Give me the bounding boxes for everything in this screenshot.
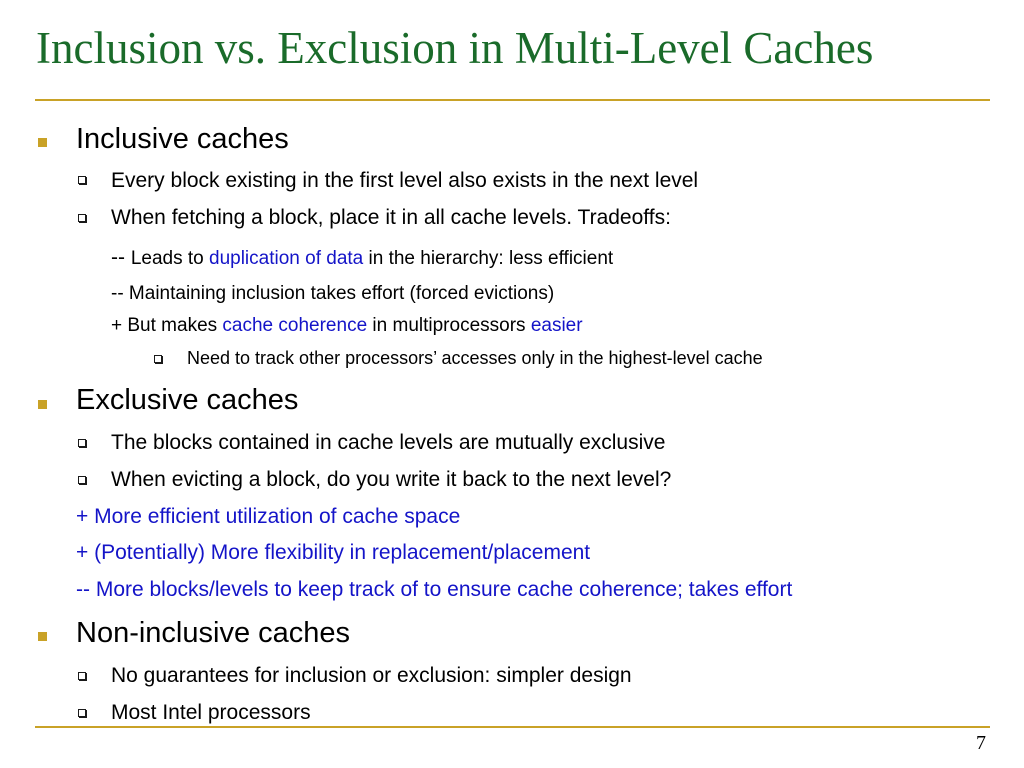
tradeoff-highlight: cache coherence (222, 315, 368, 336)
checkbox-bullet-icon (78, 476, 86, 484)
checkbox-bullet-icon (78, 709, 86, 717)
tradeoff-text: in multiprocessors (367, 315, 531, 336)
tradeoff-forced-evictions: -- Maintaining inclusion takes effort (forced evictions) (111, 283, 555, 304)
exclusive-point-2: When evicting a block, do you write it back to the next level? (111, 468, 672, 491)
bullet-square-icon (38, 138, 47, 147)
tradeoff-text: in the hierarchy: less efficient (363, 248, 614, 269)
checkbox-bullet-icon (78, 214, 86, 222)
tradeoff-highlight: duplication of data (209, 248, 364, 269)
inclusive-subpoint: Need to track other processors’ accesses only in the highest-level cache (187, 348, 763, 368)
exclusive-con-1: -- More blocks/levels to keep track of to ensure cache coherence; takes effort (76, 578, 793, 601)
page-number: 7 (976, 732, 986, 754)
tradeoff-highlight: easier (530, 315, 583, 336)
noninclusive-point-1: No guarantees for inclusion or exclusion: simpler design (111, 664, 632, 687)
checkbox-bullet-icon (154, 355, 162, 363)
tradeoff-text: Leads to (130, 248, 209, 269)
checkbox-bullet-icon (78, 672, 86, 680)
tradeoff-text: + But makes (111, 315, 223, 336)
bullet-square-icon (38, 400, 47, 409)
inclusive-heading: Inclusive caches (76, 123, 289, 155)
exclusive-heading: Exclusive caches (76, 384, 299, 416)
exclusive-pro-1: + More efficient utilization of cache space (76, 505, 461, 528)
tradeoff-duplication (111, 246, 613, 270)
inclusive-point-2: When fetching a block, place it in all cache levels. Tradeoffs: (111, 206, 671, 229)
noninclusive-point-2: Most Intel processors (111, 701, 311, 724)
bullet-square-icon (38, 632, 47, 641)
exclusive-point-1: The blocks contained in cache levels are mutually exclusive (111, 431, 666, 454)
noninclusive-heading: Non-inclusive caches (76, 617, 351, 649)
inclusive-point-1: Every block existing in the first level also exists in the next level (111, 169, 699, 192)
checkbox-bullet-icon (78, 439, 86, 447)
tradeoff-dash: -- (111, 246, 131, 269)
slide-title: Inclusion vs. Exclusion in Multi-Level Caches (36, 23, 874, 73)
title-divider (35, 99, 990, 101)
checkbox-bullet-icon (78, 176, 86, 184)
footer-divider (35, 726, 990, 728)
tradeoff-coherence (111, 315, 583, 337)
exclusive-pro-2: + (Potentially) More flexibility in replacement/placement (76, 541, 591, 564)
